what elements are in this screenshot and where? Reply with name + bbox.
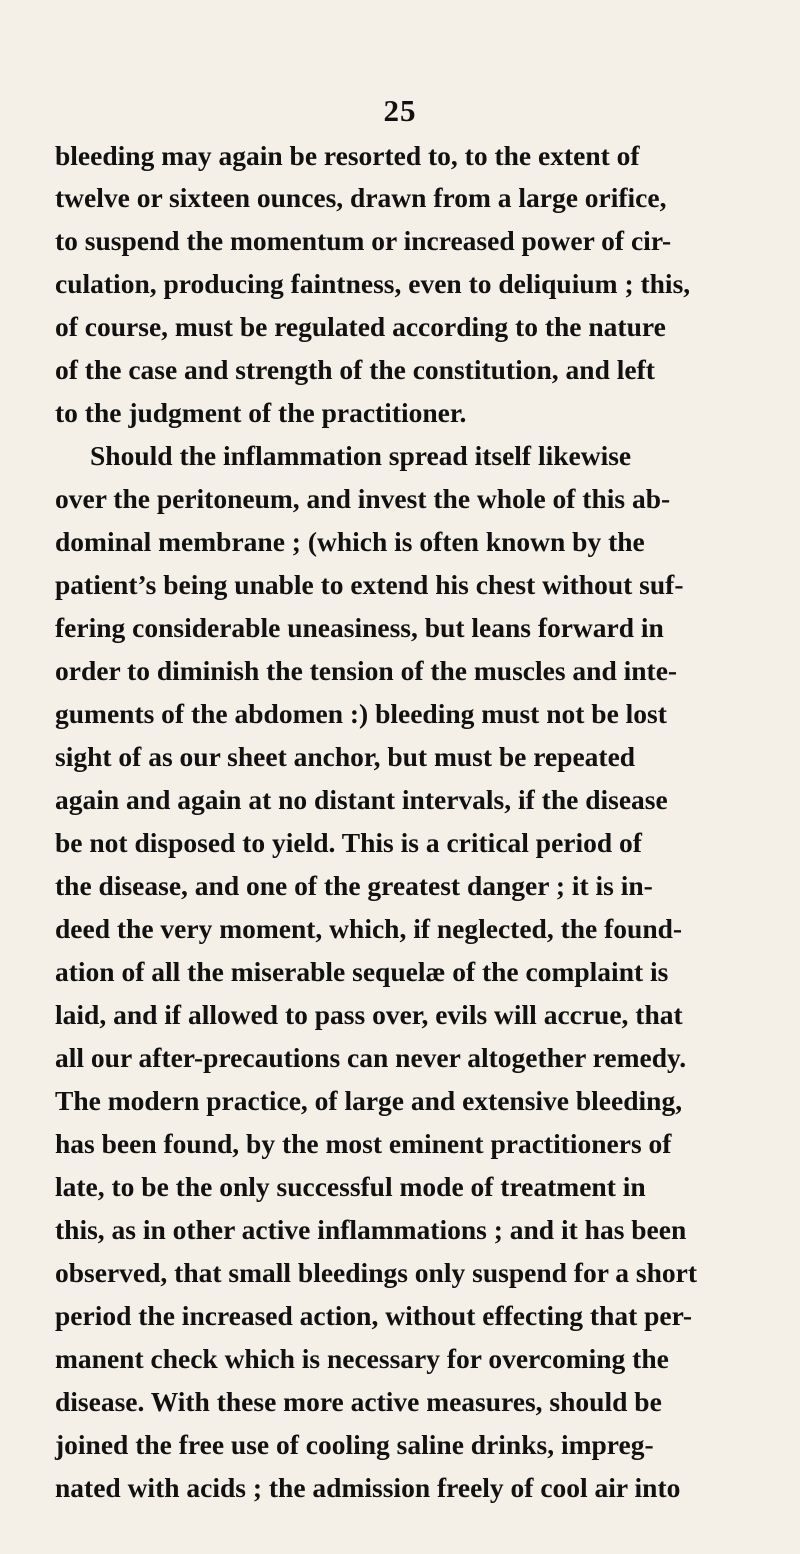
text-line: period the increased action, without effecting that per- [55, 1300, 692, 1331]
text-line: ation of all the miserable sequelæ of the complaint is [55, 956, 669, 987]
text-line: over the peritoneum, and invest the whole of this ab- [55, 483, 671, 514]
text-line: manent check which is necessary for overcoming the [55, 1343, 669, 1374]
text-line: again and again at no distant intervals, if the disease [55, 784, 668, 815]
text-line: Should the inflammation spread itself likewise [90, 440, 632, 471]
text-line: observed, that small bleedings only suspend for a short [55, 1257, 698, 1288]
text-line: joined the free use of cooling saline drinks, impreg- [55, 1429, 654, 1460]
text-line: all our after-precautions can never altogether remedy. [55, 1042, 687, 1073]
text-line: fering considerable uneasiness, but leans forward in [55, 612, 664, 643]
text-line: The modern practice, of large and extensive bleeding, [55, 1085, 683, 1116]
text-line: twelve or sixteen ounces, drawn from a large orifice, [55, 182, 667, 213]
text-line: the disease, and one of the greatest danger ; it is in- [55, 870, 653, 901]
text-line: culation, producing faintness, even to deliquium ; this, [55, 268, 691, 299]
text-line: to suspend the momentum or increased power of cir- [55, 225, 672, 256]
text-line: to the judgment of the practitioner. [55, 397, 467, 428]
text-line: this, as in other active inflammations ; and it has been [55, 1214, 687, 1245]
text-line: sight of as our sheet anchor, but must be repeated [55, 741, 636, 772]
text-line: nated with acids ; the admission freely of cool air into [55, 1472, 681, 1503]
page-number: 25 [383, 93, 417, 128]
text-line: guments of the abdomen :) bleeding must not be lost [55, 698, 667, 729]
text-line: deed the very moment, which, if neglected, the found- [55, 913, 683, 944]
text-line: of the case and strength of the constitution, and left [55, 354, 655, 385]
text-line: laid, and if allowed to pass over, evils will accrue, that [55, 999, 683, 1030]
text-line: bleeding may again be resorted to, to the extent of [55, 140, 640, 171]
text-line: order to diminish the tension of the muscles and inte- [55, 655, 678, 686]
text-line: of course, must be regulated according to the nature [55, 311, 666, 342]
text-line: late, to be the only successful mode of treatment in [55, 1171, 646, 1202]
text-line: disease. With these more active measures, should be [55, 1386, 662, 1417]
text-line: has been found, by the most eminent practitioners of [55, 1128, 672, 1159]
text-line: patient’s being unable to extend his chest without suf- [55, 569, 684, 600]
text-line: dominal membrane ; (which is often known by the [55, 526, 645, 557]
text-line: be not disposed to yield. This is a critical period of [55, 827, 642, 858]
